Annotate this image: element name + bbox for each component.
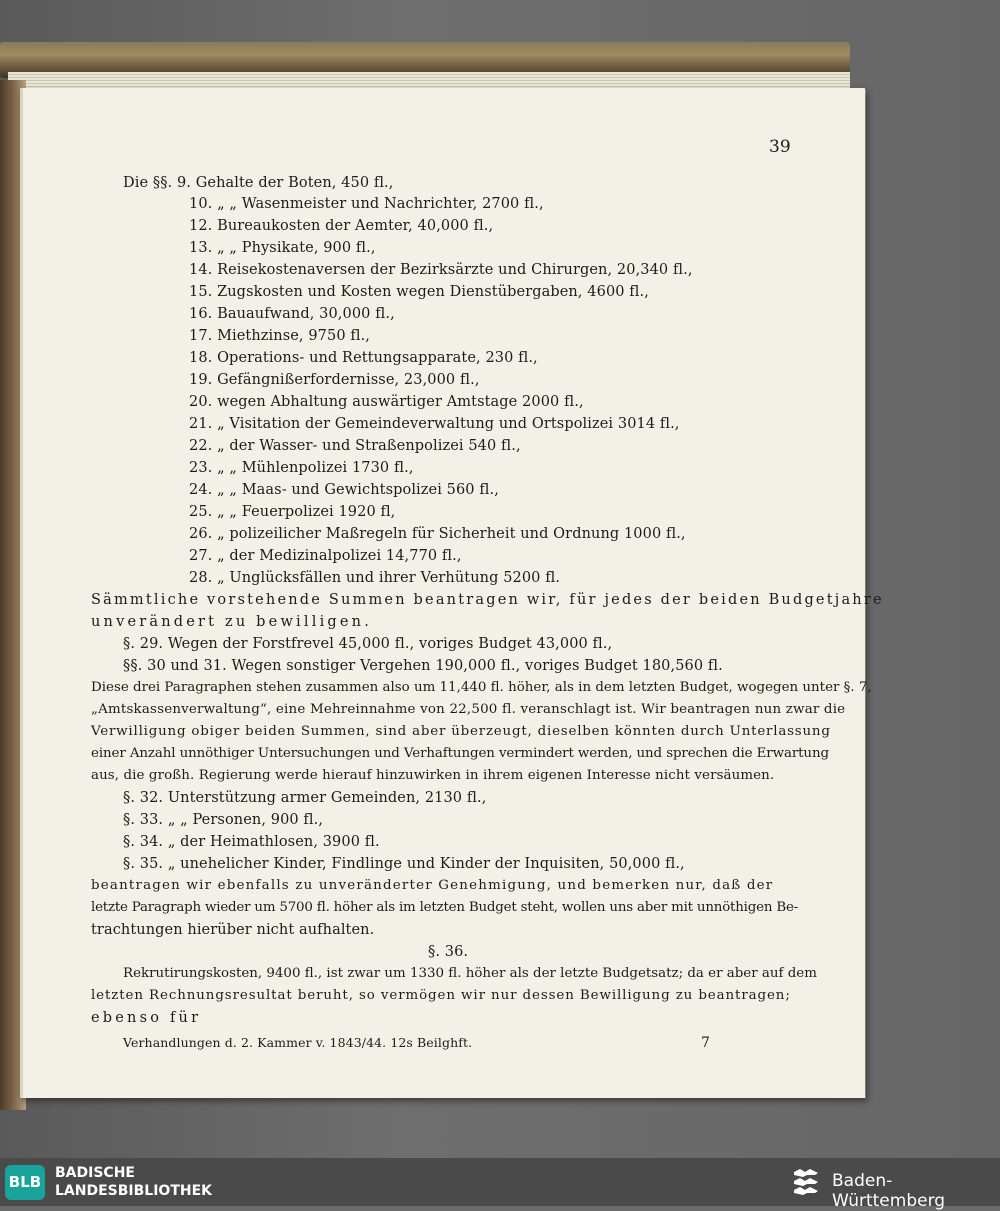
text-line: ebenso für: [91, 1010, 202, 1026]
text-line: letzten Rechnungsresultat beruht, so vermögen wir nur dessen Bewilligung zu beantragen;: [91, 988, 791, 1003]
state-name[interactable]: Baden-Württemberg: [832, 1171, 946, 1211]
text-line: Diese drei Paragraphen stehen zusammen also um 11,440 fl. höher, als in dem letzten Budget, wogegen unter §. 7,: [91, 680, 872, 695]
text-line: 18. Operations- und Rettungsapparate, 230 fl.,: [189, 350, 538, 366]
text-line: aus, die großh. Regierung werde hierauf hinzuwirken in ihrem eigenen Interesse nicht versäumen.: [91, 768, 775, 783]
library-name-line1: BADISCHE: [55, 1165, 135, 1181]
text-line: §. 35. „ unehelicher Kinder, Findlinge und Kinder der Inquisiten, 50,000 fl.,: [123, 856, 685, 872]
text-line: 24. „ „ Maas- und Gewichtspolizei 560 fl.,: [189, 482, 499, 498]
text-line: 23. „ „ Mühlenpolizei 1730 fl.,: [189, 460, 414, 476]
text-line: 16. Bauaufwand, 30,000 fl.,: [189, 306, 395, 322]
text-line: Verwilligung obiger beiden Summen, sind aber überzeugt, dieselben könnten durch Unterlassung: [91, 724, 831, 739]
text-line: §§. 30 und 31. Wegen sonstiger Vergehen 190,000 fl., voriges Budget 180,560 fl.: [123, 658, 723, 674]
text-line: §. 34. „ der Heimathlosen, 3900 fl.: [123, 834, 380, 850]
section-heading: §. 36.: [428, 944, 469, 960]
blb-logo[interactable]: BLB: [5, 1165, 45, 1200]
page-footer: Verhandlungen d. 2. Kammer v. 1843/44. 12s Beilghft.: [123, 1035, 473, 1050]
text-line: Rekrutirungskosten, 9400 fl., ist zwar um 1330 fl. höher als der letzte Budgetsatz; da er aber auf dem: [123, 966, 817, 981]
text-line: „Amtskassenverwaltung“, eine Mehreinnahme von 22,500 fl. veranschlagt ist. Wir beantragen nun zwar die: [91, 702, 846, 717]
text-line: 20. wegen Abhaltung auswärtiger Amtstage 2000 fl.,: [189, 394, 584, 410]
library-name[interactable]: [55, 1164, 212, 1200]
text-line: 17. Miethzinse, 9750 fl.,: [189, 328, 370, 344]
baden-wuerttemberg-lions-icon: [790, 1166, 822, 1198]
text-line: letzte Paragraph wieder um 5700 fl. höher als im letzten Budget steht, wollen uns aber mit unnöthigen Be-: [91, 900, 799, 915]
text-line: unverändert zu bewilligen.: [91, 614, 373, 630]
text-line: Sämmtliche vorstehende Summen beantragen wir, für jedes der beiden Budgetjahre: [91, 592, 884, 608]
document-page: [20, 88, 884, 1098]
page-number: 39: [769, 137, 791, 157]
text-line: 22. „ der Wasser- und Straßenpolizei 540 fl.,: [189, 438, 521, 454]
text-line: §. 32. Unterstützung armer Gemeinden, 2130 fl.,: [123, 790, 487, 806]
text-line: 12. Bureaukosten der Aemter, 40,000 fl.,: [189, 218, 494, 234]
library-name-line2: LANDESBIBLIOTHEK: [55, 1183, 213, 1199]
text-line: trachtungen hierüber nicht aufhalten.: [91, 922, 375, 938]
text-line: 13. „ „ Physikate, 900 fl.,: [189, 240, 376, 256]
text-line: 14. Reisekostenaversen der Bezirksärzte und Chirurgen, 20,340 fl.,: [189, 262, 693, 278]
text-line: 19. Gefängnißerfordernisse, 23,000 fl.,: [189, 372, 480, 388]
text-line: 21. „ Visitation der Gemeindeverwaltung und Ortspolizei 3014 fl.,: [189, 416, 680, 432]
text-line: 27. „ der Medizinalpolizei 14,770 fl.,: [189, 548, 462, 564]
text-line: 28. „ Unglücksfällen und ihrer Verhütung 5200 fl.: [189, 570, 561, 586]
text-line: 15. Zugskosten und Kosten wegen Dienstübergaben, 4600 fl.,: [189, 284, 649, 300]
text-line: beantragen wir ebenfalls zu unveränderter Genehmigung, und bemerken nur, daß der: [91, 878, 774, 893]
text-line: Die §§. 9. Gehalte der Boten, 450 fl.,: [123, 175, 394, 191]
text-line: 26. „ polizeilicher Maßregeln für Sicherheit und Ordnung 1000 fl.,: [189, 526, 686, 542]
text-line: einer Anzahl unnöthiger Untersuchungen und Verhaftungen vermindert werden, und sprechen die Erwartung: [91, 746, 829, 761]
signature-mark: 7: [701, 1035, 711, 1051]
text-line: §. 29. Wegen der Forstfrevel 45,000 fl., voriges Budget 43,000 fl.,: [123, 636, 613, 652]
text-line: 25. „ „ Feuerpolizei 1920 fl,: [189, 504, 396, 520]
text-line: 10. „ „ Wasenmeister und Nachrichter, 2700 fl.,: [189, 196, 544, 212]
text-line: §. 33. „ „ Personen, 900 fl.,: [123, 812, 324, 828]
library-branding-bar: [0, 1158, 1000, 1211]
